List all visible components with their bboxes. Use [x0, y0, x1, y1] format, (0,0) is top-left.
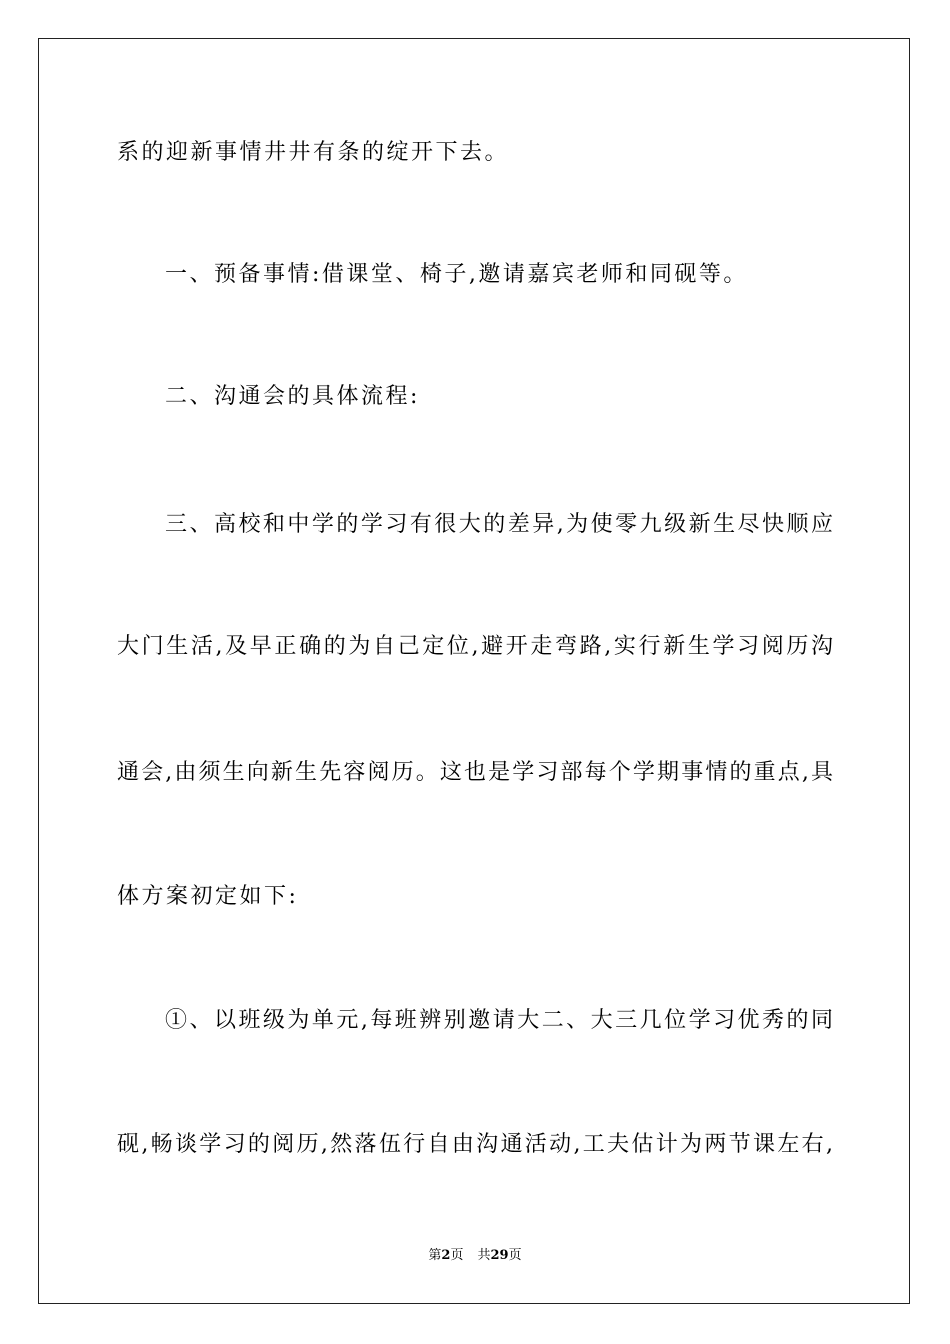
footer-total-suffix: 页 — [508, 1248, 522, 1263]
paragraph-line-4: 三、高校和中学的学习有很大的差异,为使零九级新生尽快顺应 — [165, 512, 833, 537]
paragraph-line-1: 系的迎新事情井井有条的绽开下去。 — [117, 140, 510, 165]
paragraph-line-6: 通会,由须生向新生先容阅历。这也是学习部每个学期事情的重点,具 — [117, 760, 833, 785]
paragraph-line-3: 二、沟通会的具体流程: — [165, 384, 420, 409]
paragraph-line-7: 体方案初定如下: — [117, 884, 299, 909]
paragraph-line-8: ①、以班级为单元,每班辨别邀请大二、大三几位学习优秀的同 — [165, 1008, 833, 1033]
footer-total-prefix: 共 — [477, 1248, 491, 1263]
footer-page-suffix: 页 — [450, 1248, 464, 1263]
page-footer — [0, 1247, 950, 1265]
paragraph-line-2: 一、预备事情:借课堂、椅子,邀请嘉宾老师和同砚等。 — [165, 262, 748, 287]
page-border — [38, 38, 910, 1304]
footer-page-prefix: 第 — [428, 1248, 442, 1263]
footer-total-pages: 29 — [490, 1248, 509, 1263]
paragraph-line-9: 砚,畅谈学习的阅历,然落伍行自由沟通活动,工夫估计为两节课左右, — [117, 1132, 833, 1157]
footer-page-number: 2 — [441, 1248, 451, 1263]
paragraph-line-5: 大门生活,及早正确的为自己定位,避开走弯路,实行新生学习阅历沟 — [117, 634, 833, 659]
